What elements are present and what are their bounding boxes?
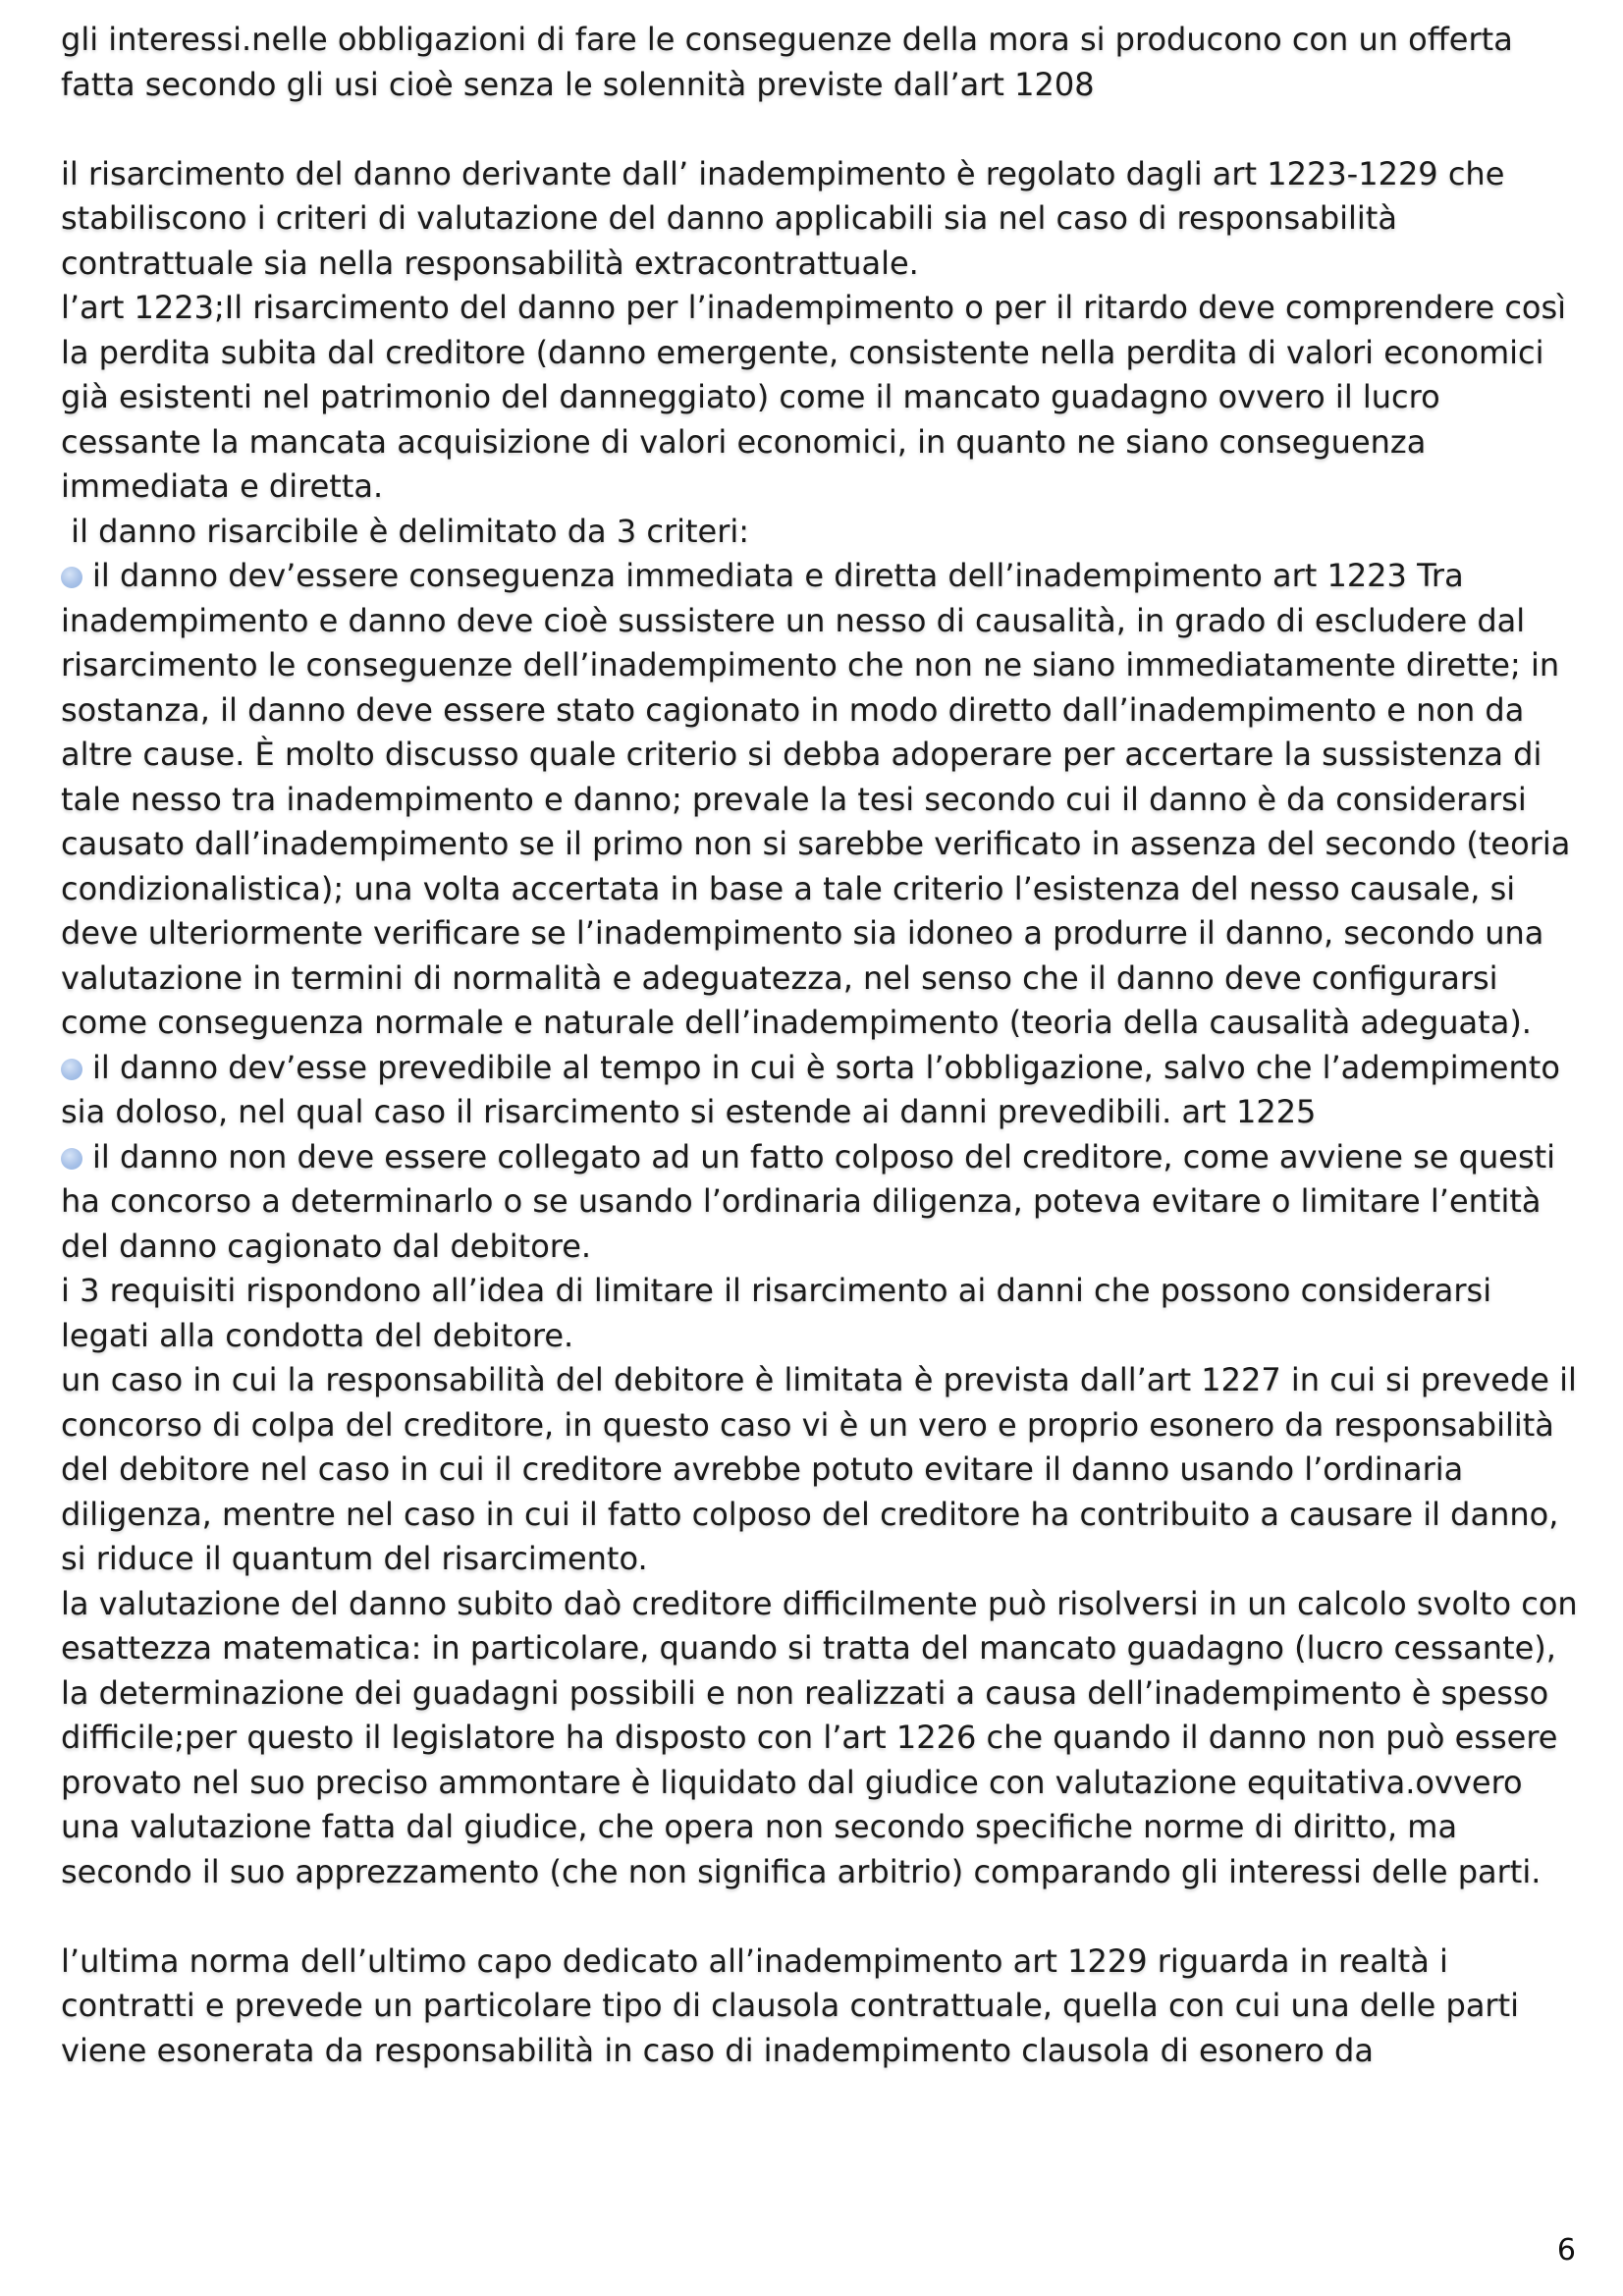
paragraph-risarcimento-intro: il risarcimento del danno derivante dall’ inadempimento è regolato dagli art 1223-1229 che stabiliscono i criteri di valutazione del danno applicabili sia nel caso di responsabilità contrattuale sia nella responsabilità extracontrattuale. bbox=[61, 154, 1505, 282]
bullet-item-causalita bbox=[61, 554, 1578, 1046]
bullet-dot-icon bbox=[61, 1059, 82, 1080]
paragraph-mora: gli interessi.nelle obbligazioni di fare le conseguenze della mora si producono con un offerta fatta secondo gli usi cioè senza le solennità previste dall’art 1208 bbox=[61, 21, 1513, 103]
paragraph-criteri-heading: il danno risarcibile è delimitato da 3 criteri: bbox=[61, 512, 750, 550]
paragraph-art-1226: la valutazione del danno subito daò creditore difficilmente può risolversi in un calcolo svolto con esattezza matematica: in particolare, quando si tratta del mancato guadagno (lucro cessante), la determinazione dei guadagni possibili e non realizzati a causa dell’inadempimento è spesso difficile;per questo il legislatore ha disposto con l’art 1226 che quando il danno non può essere provato nel suo preciso ammontare è liquidato dal giudice con valutazione equitativa.ovvero una valutazione fatta dal giudice, che opera non secondo specifiche norme di diritto, ma secondo il suo apprezzamento (che non significa arbitrio) comparando gli interessi delle parti. bbox=[61, 1584, 1578, 1890]
bullet-item-fatto-colposo bbox=[61, 1135, 1578, 1270]
bullet-dot-icon bbox=[61, 1148, 82, 1170]
blank-line bbox=[61, 1894, 1578, 1940]
document-body bbox=[61, 18, 1578, 2073]
paragraph-art-1229: l’ultima norma dell’ultimo capo dedicato all’inadempimento art 1229 riguarda in realtà i contratti e prevede un particolare tipo di clausola contrattuale, quella con cui una delle parti viene esonerata da responsabilità in caso di inadempimento clausola di esonero da bbox=[61, 1941, 1520, 2069]
bullet-text: il danno dev’essere conseguenza immediata e diretta dell’inadempimento art 1223 Tra inadempimento e danno deve cioè sussistere un nesso di causalità, in grado di escludere dal risarcimento le conseguenze dell’inadempimento che non ne siano immediatamente dirette; in sostanza, il danno deve essere stato cagionato in modo diretto dall’inadempimento e non da altre cause. È molto discusso quale criterio si debba adoperare per accertare la sussistenza di tale nesso tra inadempimento e danno; prevale la tesi secondo cui il danno è da considerarsi causato dall’inadempimento se il primo non si sarebbe verificato in assenza del secondo (teoria condizionalistica); una volta accertata in base a tale criterio l’esistenza del nesso causale, si deve ulteriormente verificare se l’inadempimento sia idoneo a produrre il danno, secondo una valutazione in termini di normalità e adeguatezza, nel senso che il danno deve configurarsi come conseguenza normale e naturale dell’inadempimento (teoria della causalità adeguata). bbox=[61, 557, 1571, 1041]
page-number: 6 bbox=[1556, 2233, 1576, 2268]
paragraph-art-1223: l’art 1223;Il risarcimento del danno per l’inadempimento o per il ritardo deve comprendere così la perdita subita dal creditore (danno emergente, consistente nella perdita di valori economici già esistenti nel patrimonio del danneggiato) come il mancato guadagno ovvero il lucro cessante la mancata acquisizione di valori economici, in quanto ne siano conseguenza immediata e diretta. bbox=[61, 289, 1567, 505]
bullet-dot-icon bbox=[61, 567, 82, 588]
bullet-item-prevedibilita bbox=[61, 1046, 1578, 1135]
blank-line bbox=[61, 107, 1578, 152]
paragraph-requisiti: i 3 requisiti rispondono all’idea di limitare il risarcimento ai danni che possono considerarsi legati alla condotta del debitore. bbox=[61, 1272, 1492, 1354]
paragraph-art-1227: un caso in cui la responsabilità del debitore è limitata è prevista dall’art 1227 in cui si prevede il concorso di colpa del creditore, in questo caso vi è un vero e proprio esonero da responsabilità del debitore nel caso in cui il creditore avrebbe potuto evitare il danno usando l’ordinaria diligenza, mentre nel caso in cui il fatto colposo del creditore ha contribuito a causare il danno, si riduce il quantum del risarcimento. bbox=[61, 1361, 1577, 1577]
bullet-text: il danno dev’esse prevedibile al tempo in cui è sorta l’obbligazione, salvo che l’adempimento sia doloso, nel qual caso il risarcimento si estende ai danni prevedibili. art 1225 bbox=[61, 1048, 1560, 1130]
bullet-text: il danno non deve essere collegato ad un fatto colposo del creditore, come avviene se questi ha concorso a determinarlo o se usando l’ordinaria diligenza, poteva evitare o limitare l’entità del danno cagionato dal debitore. bbox=[61, 1137, 1556, 1265]
